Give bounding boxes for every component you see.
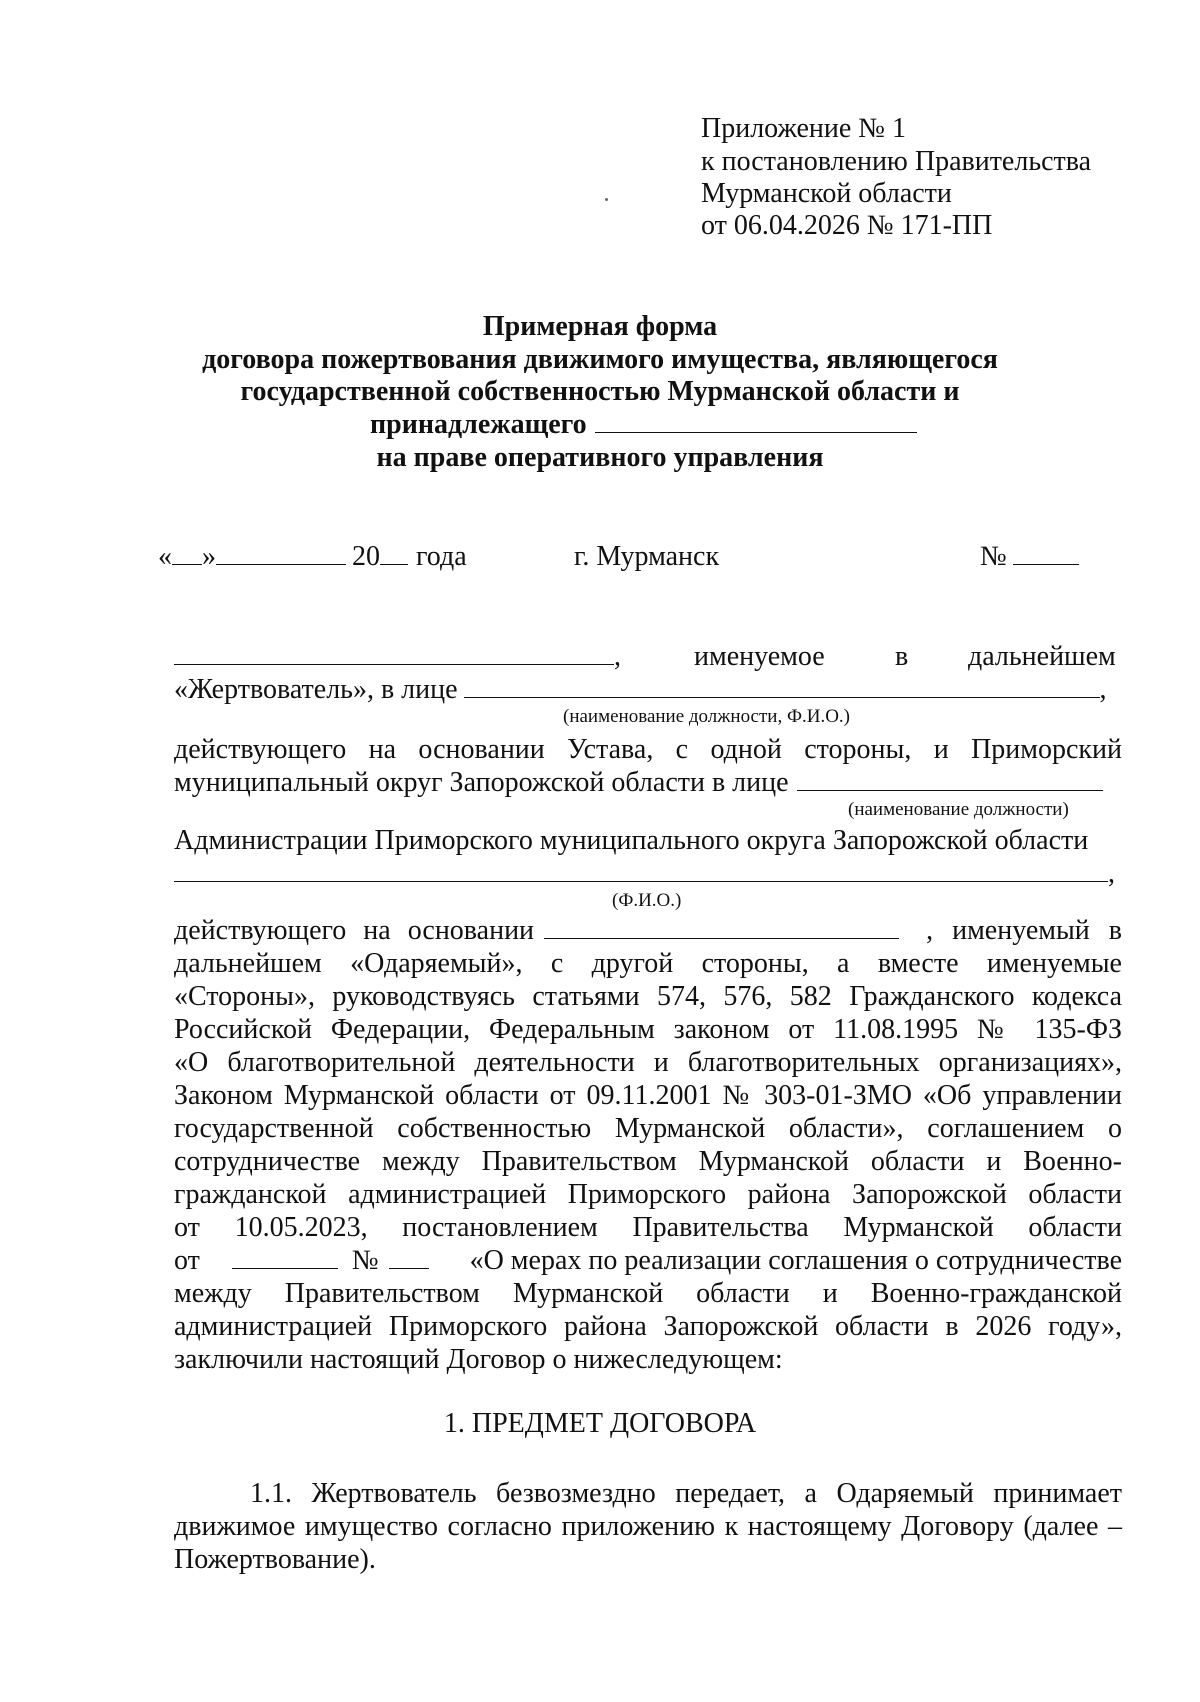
city: г. Мурманск — [574, 541, 720, 572]
basis-label: действующего на основании — [174, 915, 535, 946]
body-line-5: Администрации Приморского муниципального округа Запорожской области — [174, 825, 1089, 856]
title-line-4 — [370, 408, 917, 442]
caption-position-fio: (наименование должности, Ф.И.О.) — [563, 706, 850, 727]
body-line-7 — [174, 914, 1122, 948]
clause-1-1-line-1: 1.1. Жертвователь безвозмездно передает, а Одаряемый принимает — [250, 1478, 1122, 1509]
body-line-11: «О благотворительной деятельности и благотворительных организациях», — [174, 1047, 1122, 1078]
body-line-1-word-2: в — [895, 641, 909, 672]
caption-fio: (Ф.И.О.) — [612, 890, 682, 911]
named-label: , именуемый в — [926, 915, 1122, 946]
year-blank[interactable] — [380, 540, 408, 565]
section-heading: 1. ПРЕДМЕТ ДОГОВОРА — [443, 1408, 757, 1439]
donor-name-blank[interactable] — [174, 640, 614, 665]
contract-number-blank[interactable] — [1013, 540, 1079, 565]
body-line-20: заключили настоящий Договор о нижеследующем: — [174, 1344, 783, 1375]
body-line-12: Законом Мурманской области от 09.11.2001 № 303-01-ЗМО «Об управлении — [174, 1080, 1122, 1111]
title-owner-label: принадлежащего — [370, 409, 587, 440]
body-line-14: сотрудничестве между Правительством Мурманской области и Военно- — [174, 1146, 1122, 1177]
title-line-3: государственной собственностью Мурманской области и — [240, 376, 960, 407]
body-line-1-word-1: именуемое — [694, 641, 825, 672]
appendix-line-3: Мурманской области — [701, 178, 952, 209]
body-line-10: Российской Федерации, Федеральным законом от 11.08.1995 № 135-ФЗ — [174, 1014, 1122, 1045]
caption-position: (наименование должности) — [848, 799, 1069, 820]
donor-representative-blank[interactable] — [464, 673, 1100, 698]
decree-number-blank[interactable] — [389, 1244, 429, 1269]
number-sign: № — [980, 541, 1007, 572]
day-blank[interactable] — [172, 540, 202, 565]
body-line-6 — [174, 857, 1115, 891]
contract-number — [980, 540, 1079, 574]
body-line-15: гражданской администрацией Приморского района Запорожской области — [174, 1179, 1122, 1210]
decree-date-blank[interactable] — [232, 1244, 338, 1269]
body-line-3: действующего на основании Устава, с одной стороны, и Приморский — [174, 734, 1122, 765]
number-sign: № — [351, 1245, 379, 1276]
year-prefix: 20 — [352, 541, 380, 572]
body-line-13: государственной собственностью Мурманской области», соглашением о — [174, 1113, 1122, 1144]
recipient-fio-blank[interactable] — [174, 857, 1108, 882]
quote-close: » — [202, 541, 216, 572]
body-line-17 — [174, 1244, 1122, 1278]
owner-name-blank[interactable] — [595, 408, 917, 433]
body-line-8: дальнейшем «Одаряемый», с другой стороны, а вместе именуемые — [174, 948, 1122, 979]
donor-label: «Жертвователь», в лице — [174, 674, 458, 705]
year-suffix: года — [416, 541, 467, 572]
decree-title: «О мерах по реализации соглашения о сотрудничестве — [469, 1245, 1122, 1276]
comma: , — [1108, 858, 1115, 889]
appendix-line-1: Приложение № 1 — [701, 113, 906, 144]
appendix-line-4: от 06.04.2026 № 171-ПП — [701, 210, 993, 241]
basis-blank[interactable] — [544, 914, 899, 939]
body-line-16: от 10.05.2023, постановлением Правительства Мурманской области — [174, 1212, 1122, 1243]
scan-speck — [605, 198, 608, 201]
body-line-1-word-3: дальнейшем — [968, 641, 1116, 672]
clause-1-1-line-2: движимое имущество согласно приложению к настоящему Договору (далее – — [174, 1511, 1122, 1542]
date-line — [158, 540, 467, 574]
title-line-1: Примерная форма — [482, 311, 718, 342]
body-line-4 — [174, 766, 1103, 800]
body-line-18: между Правительством Мурманской области и Военно-гражданской — [174, 1278, 1122, 1309]
body-line-2 — [174, 673, 1107, 707]
title-line-2: договора пожертвования движимого имущества, являющегося — [202, 344, 998, 375]
body-line-9: «Стороны», руководствуясь статьями 574, 576, 582 Гражданского кодекса — [174, 981, 1122, 1012]
comma: , — [1099, 674, 1107, 705]
recipient-position-blank[interactable] — [797, 766, 1103, 791]
comma: , — [614, 641, 621, 672]
recipient-label: муниципальный округ Запорожской области в лице — [174, 767, 789, 798]
month-blank[interactable] — [216, 540, 346, 565]
appendix-line-2: к постановлению Правительства — [701, 146, 1092, 177]
title-line-5: на праве оперативного управления — [376, 442, 824, 473]
quote-open: « — [158, 541, 172, 572]
from-label: от — [174, 1245, 200, 1276]
body-line-19: администрацией Приморского района Запорожской области в 2026 году», — [174, 1311, 1122, 1342]
clause-1-1-line-3: Пожертвование). — [174, 1544, 376, 1575]
body-line-1-start — [174, 640, 621, 674]
